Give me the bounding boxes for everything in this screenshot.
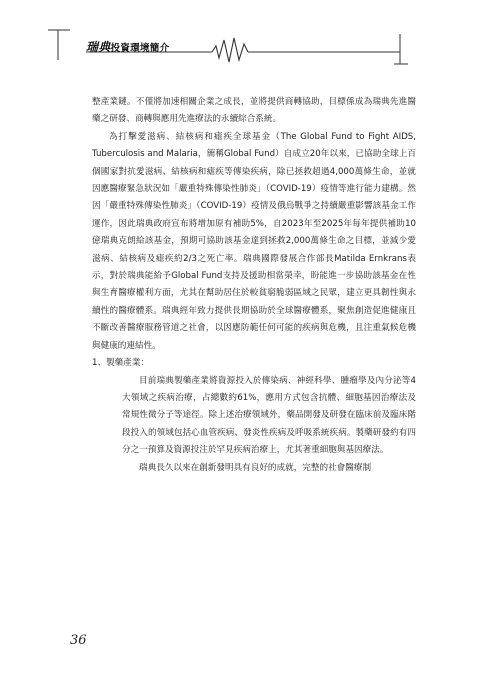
paragraph-global-fund: 為打擊愛滋病、結核病和瘧疾全球基金（The Global Fund to Fight AIDS, Tuberculosis and Malaria，簡稱Global Fund）自成立20年以來，已協助全球上百個國家對抗愛滋病、結核病和瘧疾等傳染疾病，除已拯救超過4,000萬條生命，並就因應醫療緊急狀況如「嚴重特殊傳染性肺炎」（COVID-19）疫情等進行能力建構。然因「嚴重特殊傳染性肺炎」（COVID-19）疫情及俄烏戰爭之持續嚴重影響該基金工作運作，因此瑞典政府宣布將增加原有補助5%，自2023年至2025年每年提供補助10億瑞典克朗給該基金，預期可協助該基金達到拯救2,000萬條生命之目標，並減少愛滋病、結核病及瘧疾約2/3之死亡率。瑞典國際發展合作部長Matilda Ernkrans表示，對於瑞典能給予Global Fund支持及援助相當榮幸，盼能進一步協助該基金在性與生育醫療權利方面，尤其在幫助居住於較貧窮脆弱區域之民眾，建立更具韌性與永續性的醫療體系。瑞典經年致力提供長期協助於全球醫療體系，聚焦創造促進健康且不斷改善醫療服務管道之社會，以因應防範任何可能的疾病與危機，且注重氣候危機與健康的連結性。 [92,131,416,351]
header-title [86,38,169,55]
section-paragraph: 目前瑞典製藥產業將資源投入於傳染病、神經科學、腫瘤學及內分泌等4大領域之疾病治療，占總數約61%，應用方式包含抗體、細胞基因治療法及常規性微分子等途徑。除上述治療領域外，藥品開發及研發在臨床前及臨床階段投入的領域包括心血管疾病、發炎性疾病及呼吸系統疾病。製藥研發約有四分之一預算及資源投注於罕見疾病治療上，尤其著重細胞與基因療法。 [122,375,416,456]
section-heading-pharma: 1、製藥產業： [92,358,150,369]
pulse-line [212,38,248,62]
header-decoration [0,0,480,70]
paragraph-continuation: 整產業鏈。不僅將加速相關企業之成長，並將提供商轉協助，目標係成為瑞典先進醫藥之研發、商轉與應用先進療法的永續綜合系統。 [92,97,416,125]
section-paragraph: 瑞典長久以來在創新發明具有良好的成就，完整的社會醫療制 [139,462,372,473]
header-title-rest: 投資環境簡介 [110,43,170,54]
header-title-big: 瑞典 [86,40,111,54]
body-text [92,94,416,477]
page-number: 36 [70,633,87,648]
section-body [92,373,416,477]
page-header [0,0,480,70]
